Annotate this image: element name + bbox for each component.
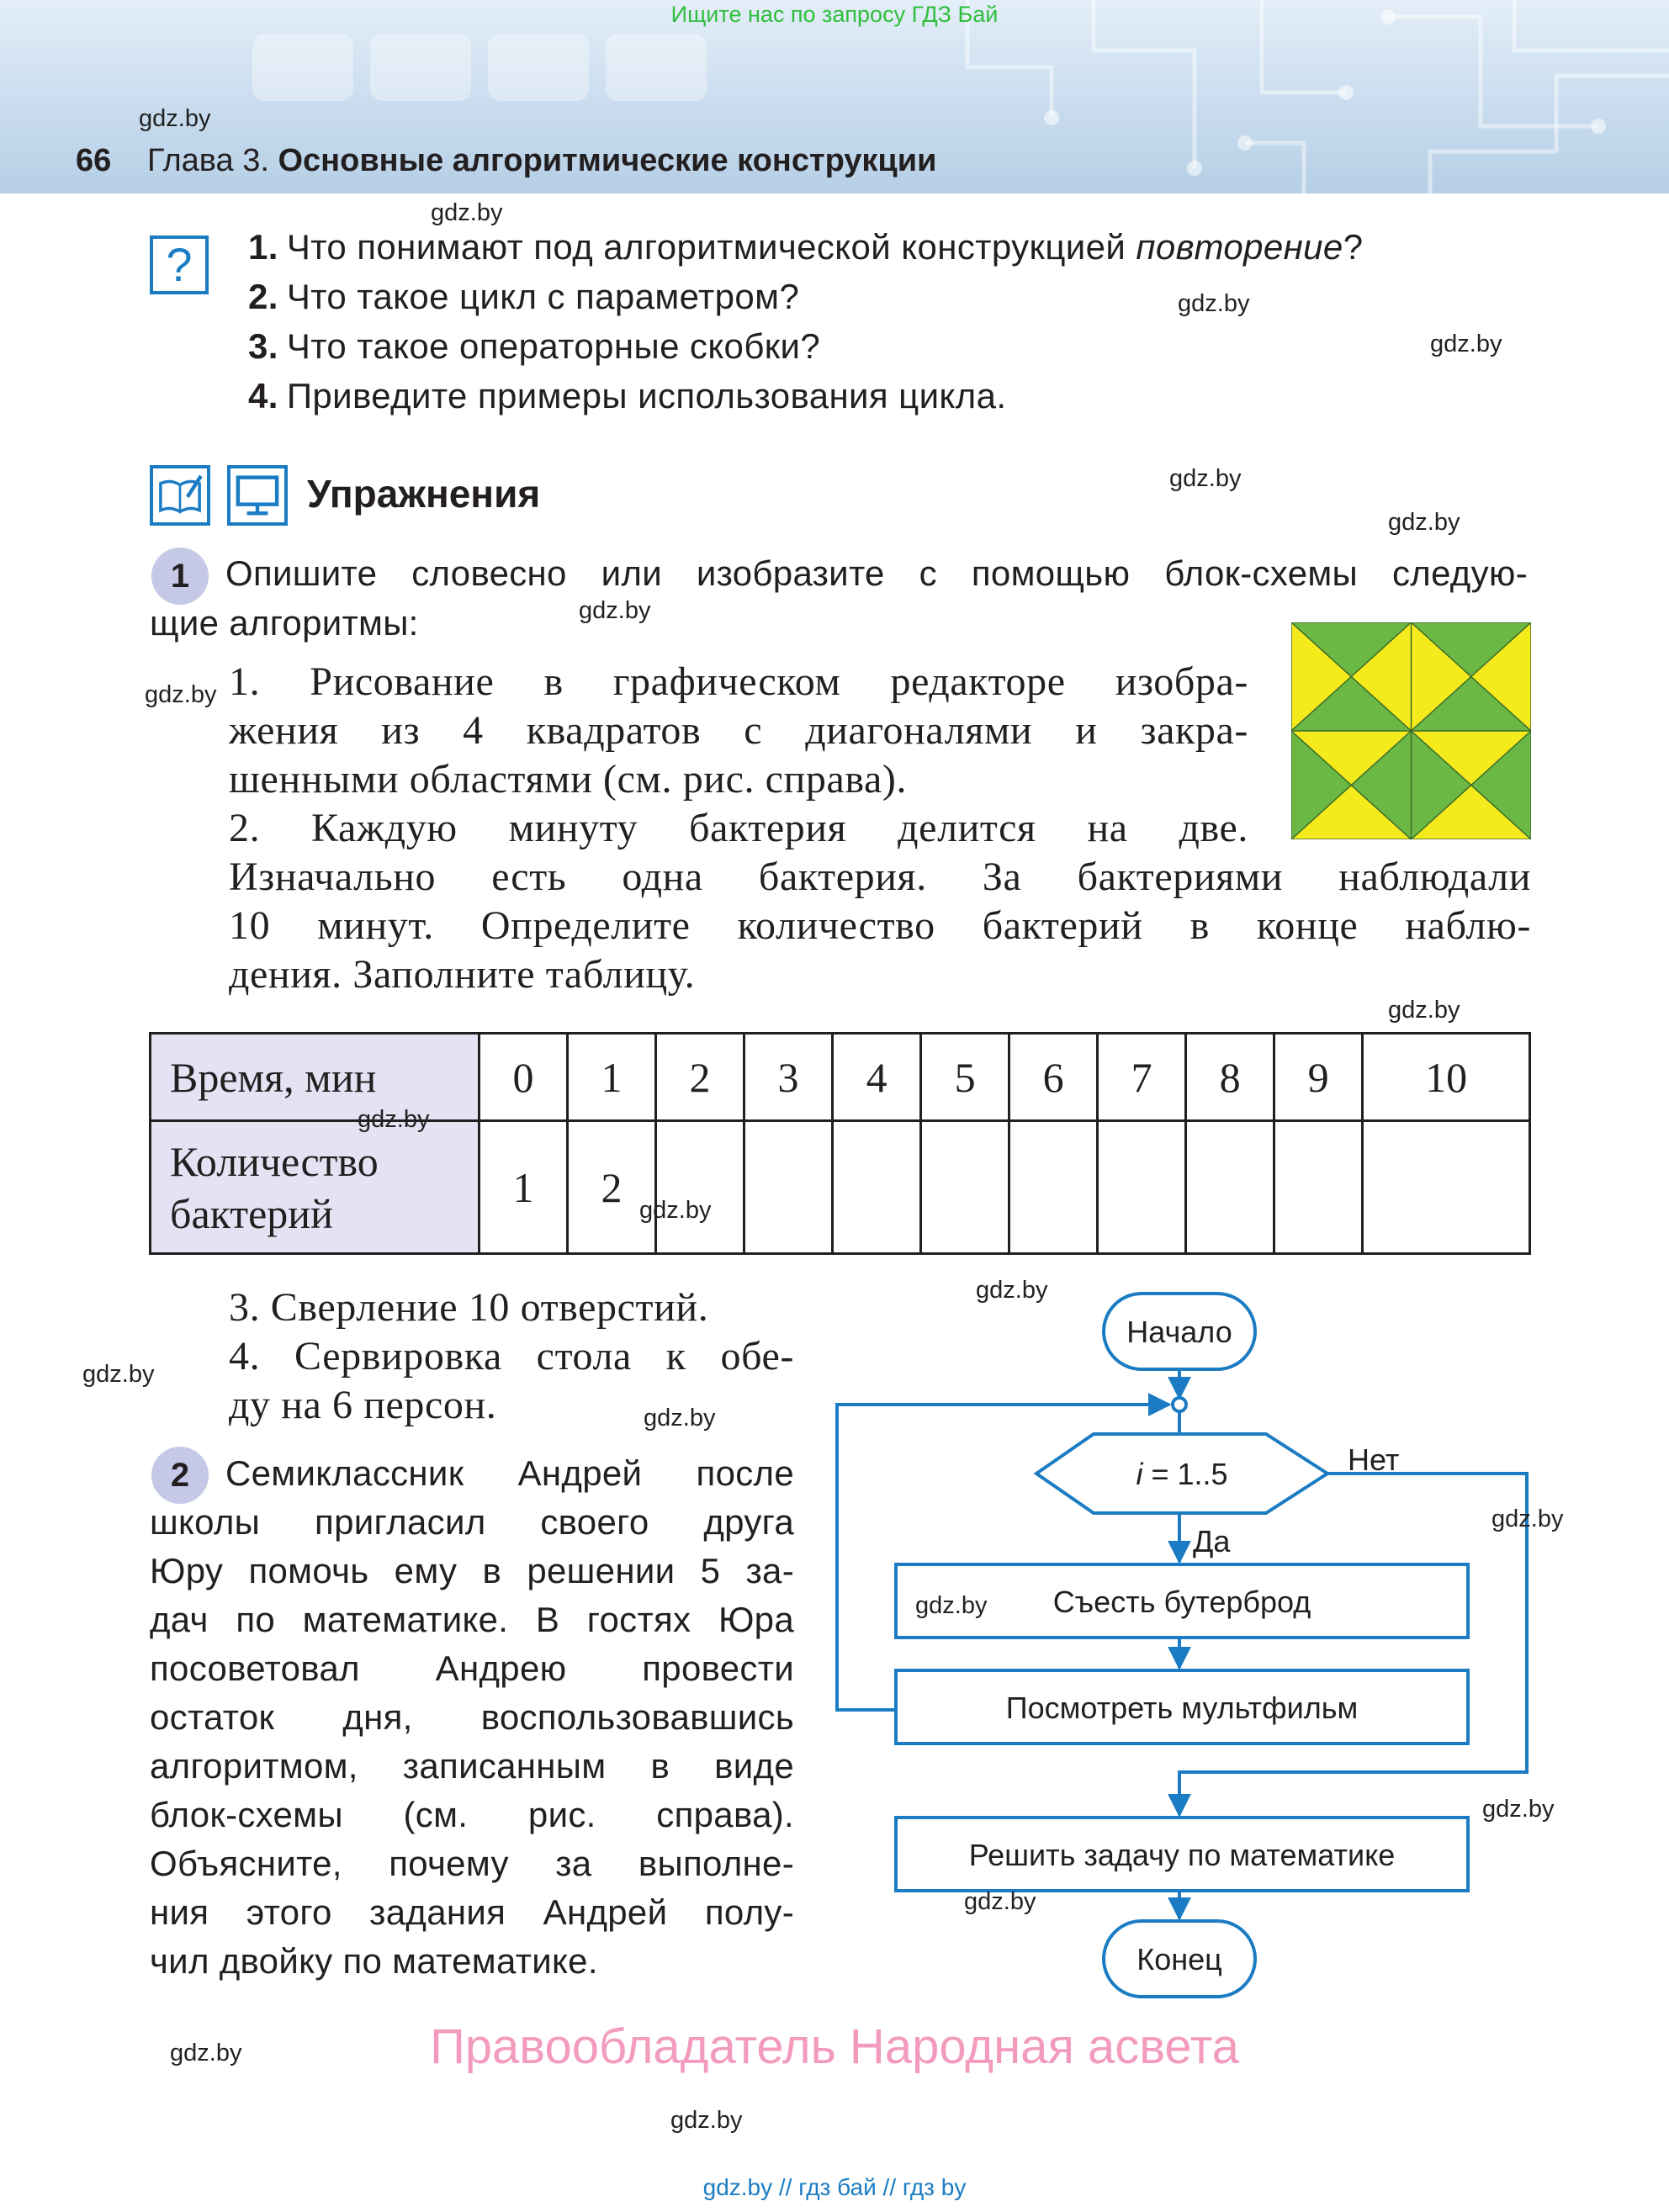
question-text: Что понимают под алгоритмической конструкцией	[286, 227, 1137, 267]
exercise1-item2-line: 2. Каждую минуту бактерия делится на две.	[229, 806, 1248, 850]
exercise2-line: остаток дня, воспользовавшись	[150, 1697, 794, 1737]
exercise1-item4-line1: 4. Сервировка стола к обе-	[229, 1334, 794, 1379]
question-3	[248, 326, 820, 367]
time-cell: 10	[1363, 1034, 1530, 1121]
time-cell: 6	[1009, 1034, 1098, 1121]
question-number: 2.	[248, 277, 278, 316]
question-text: Что такое цикл с параметром?	[286, 277, 800, 316]
count-cell[interactable]	[1098, 1121, 1186, 1254]
loop-junction	[1173, 1398, 1186, 1411]
exercise1-item2-line: 10 минут. Определите количество бактерий в конце наблю-	[229, 903, 1531, 948]
watermark: gdz.by	[644, 1405, 716, 1431]
exercise-number-badge: 2	[151, 1447, 209, 1504]
question-4	[248, 376, 1006, 416]
start-label: Начало	[1126, 1315, 1232, 1349]
watermark: gdz.by	[670, 2107, 743, 2134]
watermark: gdz.by	[1388, 997, 1460, 1024]
exercise2-line: посоветовал Андрею провести	[150, 1648, 794, 1688]
bacteria-table	[149, 1032, 1531, 1255]
time-cell: 5	[921, 1034, 1009, 1121]
chapter-label: Глава 3.	[147, 143, 269, 178]
watermark: gdz.by	[1169, 465, 1242, 492]
question-2	[248, 277, 799, 317]
watermark: gdz.by	[1482, 1796, 1555, 1823]
watermark: gdz.by	[1492, 1506, 1564, 1532]
chapter-title: Основные алгоритмические конструкции	[278, 143, 937, 178]
exercise2-line: ния этого задания Андрей полу-	[150, 1892, 794, 1932]
time-cell: 2	[656, 1034, 744, 1121]
loop-variable: i	[1136, 1457, 1143, 1491]
step1-label: Съесть бутерброд	[1052, 1585, 1311, 1619]
count-header-cell	[151, 1121, 480, 1254]
exercise2-line: чил двойку по математике.	[150, 1941, 598, 1981]
watermark: gdz.by	[145, 681, 217, 708]
exercise1-item4-line2: ду на 6 персон.	[229, 1383, 497, 1427]
question-italic-term: повторение	[1136, 227, 1343, 267]
condition-label	[1136, 1457, 1227, 1491]
count-cell: 1	[480, 1121, 568, 1254]
time-cell: 9	[1274, 1034, 1363, 1121]
time-header-cell: Время, мин	[151, 1034, 480, 1121]
exercise2-line: алгоритмом, записанным в виде	[150, 1746, 794, 1786]
question-1	[248, 227, 1363, 267]
table-row	[151, 1121, 1530, 1254]
exercise2-line: Юру помочь ему в решении 5 за-	[150, 1551, 794, 1590]
count-cell[interactable]	[833, 1121, 921, 1254]
time-cell: 3	[744, 1034, 833, 1121]
exercise1-intro-line1: Опишите словесно или изобразите с помощью блок-схемы следую-	[225, 553, 1528, 593]
watermark: gdz.by	[915, 1592, 988, 1619]
watermark: gdz.by	[170, 2040, 242, 2066]
watermark: gdz.by	[639, 1197, 712, 1224]
count-cell[interactable]	[1186, 1121, 1274, 1254]
exercise1-item2-line: дения. Заполните таблицу.	[229, 952, 696, 997]
exercise1-item1-line: 1. Рисование в графическом редакторе изобра-	[229, 659, 1248, 704]
exercise-number-badge: 1	[151, 548, 209, 605]
chapter-heading	[147, 143, 937, 179]
exercise2-line: дач по математике. В гостях Юра	[150, 1600, 794, 1639]
exercise2-line: Семиклассник Андрей после	[225, 1453, 794, 1493]
question-text: Приведите примеры использования цикла.	[286, 376, 1007, 415]
yes-label: Да	[1193, 1524, 1231, 1558]
count-cell[interactable]	[1274, 1121, 1363, 1254]
watermark: gdz.by	[1178, 290, 1250, 317]
time-cell: 0	[480, 1034, 568, 1121]
exercise2-line: Объясните, почему за выполне-	[150, 1844, 794, 1883]
squares-pattern-figure	[1291, 622, 1531, 839]
watermark: gdz.by	[964, 1888, 1036, 1915]
watermark: gdz.by	[1388, 509, 1460, 536]
count-cell[interactable]	[744, 1121, 833, 1254]
flowchart	[808, 1278, 1590, 2019]
count-cell[interactable]	[1009, 1121, 1098, 1254]
exercises-title: Упражнения	[307, 472, 541, 516]
count-cell[interactable]	[921, 1121, 1009, 1254]
exercise1-intro-line2: щие алгоритмы:	[150, 603, 419, 643]
question-number: 3.	[248, 326, 278, 366]
question-number: 4.	[248, 376, 278, 415]
exercise1-item3: 3. Сверление 10 отверстий.	[229, 1285, 709, 1330]
watermark: gdz.by	[82, 1361, 155, 1388]
page-number: 66	[76, 143, 112, 178]
watermark: gdz.by	[976, 1277, 1048, 1304]
computer-monitor-icon	[227, 465, 288, 526]
header-banner	[0, 0, 1669, 193]
watermark: gdz.by	[579, 597, 651, 624]
question-text: Что такое операторные скобки?	[286, 326, 821, 366]
exercise2-line: школы пригласил своего друга	[150, 1502, 794, 1542]
question-mark: ?	[1343, 227, 1364, 267]
step2-label: Посмотреть мультфильм	[1005, 1691, 1359, 1725]
loop-range: = 1..5	[1142, 1457, 1228, 1491]
question-number: 1.	[248, 227, 278, 267]
count-header-line: Количество	[170, 1137, 379, 1185]
watermark: gdz.by	[358, 1106, 430, 1133]
time-cell: 8	[1186, 1034, 1274, 1121]
footer-links[interactable]: gdz.by // гдз бай // гдз by	[702, 2174, 967, 2200]
time-cell: 7	[1098, 1034, 1186, 1121]
end-label: Конец	[1137, 1942, 1222, 1977]
time-cell: 4	[833, 1034, 921, 1121]
step3-label: Решить задачу по математике	[968, 1838, 1396, 1872]
search-hint[interactable]: Ищите нас по запросу ГДЗ Бай	[670, 2, 999, 27]
question-icon: ?	[150, 235, 209, 294]
count-cell: 2	[568, 1121, 656, 1254]
count-header-line: бактерий	[170, 1189, 333, 1237]
count-cell[interactable]	[656, 1121, 744, 1254]
book-pen-icon	[150, 465, 210, 526]
time-cell: 1	[568, 1034, 656, 1121]
count-cell[interactable]	[1363, 1121, 1530, 1254]
copyright-notice: Правообладатель Народная асвета	[430, 2019, 1239, 2074]
watermark: gdz.by	[431, 199, 503, 226]
no-label: Нет	[1348, 1442, 1400, 1477]
watermark: gdz.by	[139, 105, 211, 132]
exit-arrow	[1179, 1474, 1527, 1815]
exercise2-line: блок-схемы (см. рис. справа).	[150, 1795, 794, 1834]
exercise1-item2-line: Изначально есть одна бактерия. За бактериями наблюдали	[229, 855, 1531, 899]
watermark: gdz.by	[1430, 331, 1502, 357]
exercise1-item1-line: шенными областями (см. рис. справа).	[229, 757, 908, 802]
exercise1-item1-line: жения из 4 квадратов с диагоналями и закра-	[229, 708, 1248, 753]
